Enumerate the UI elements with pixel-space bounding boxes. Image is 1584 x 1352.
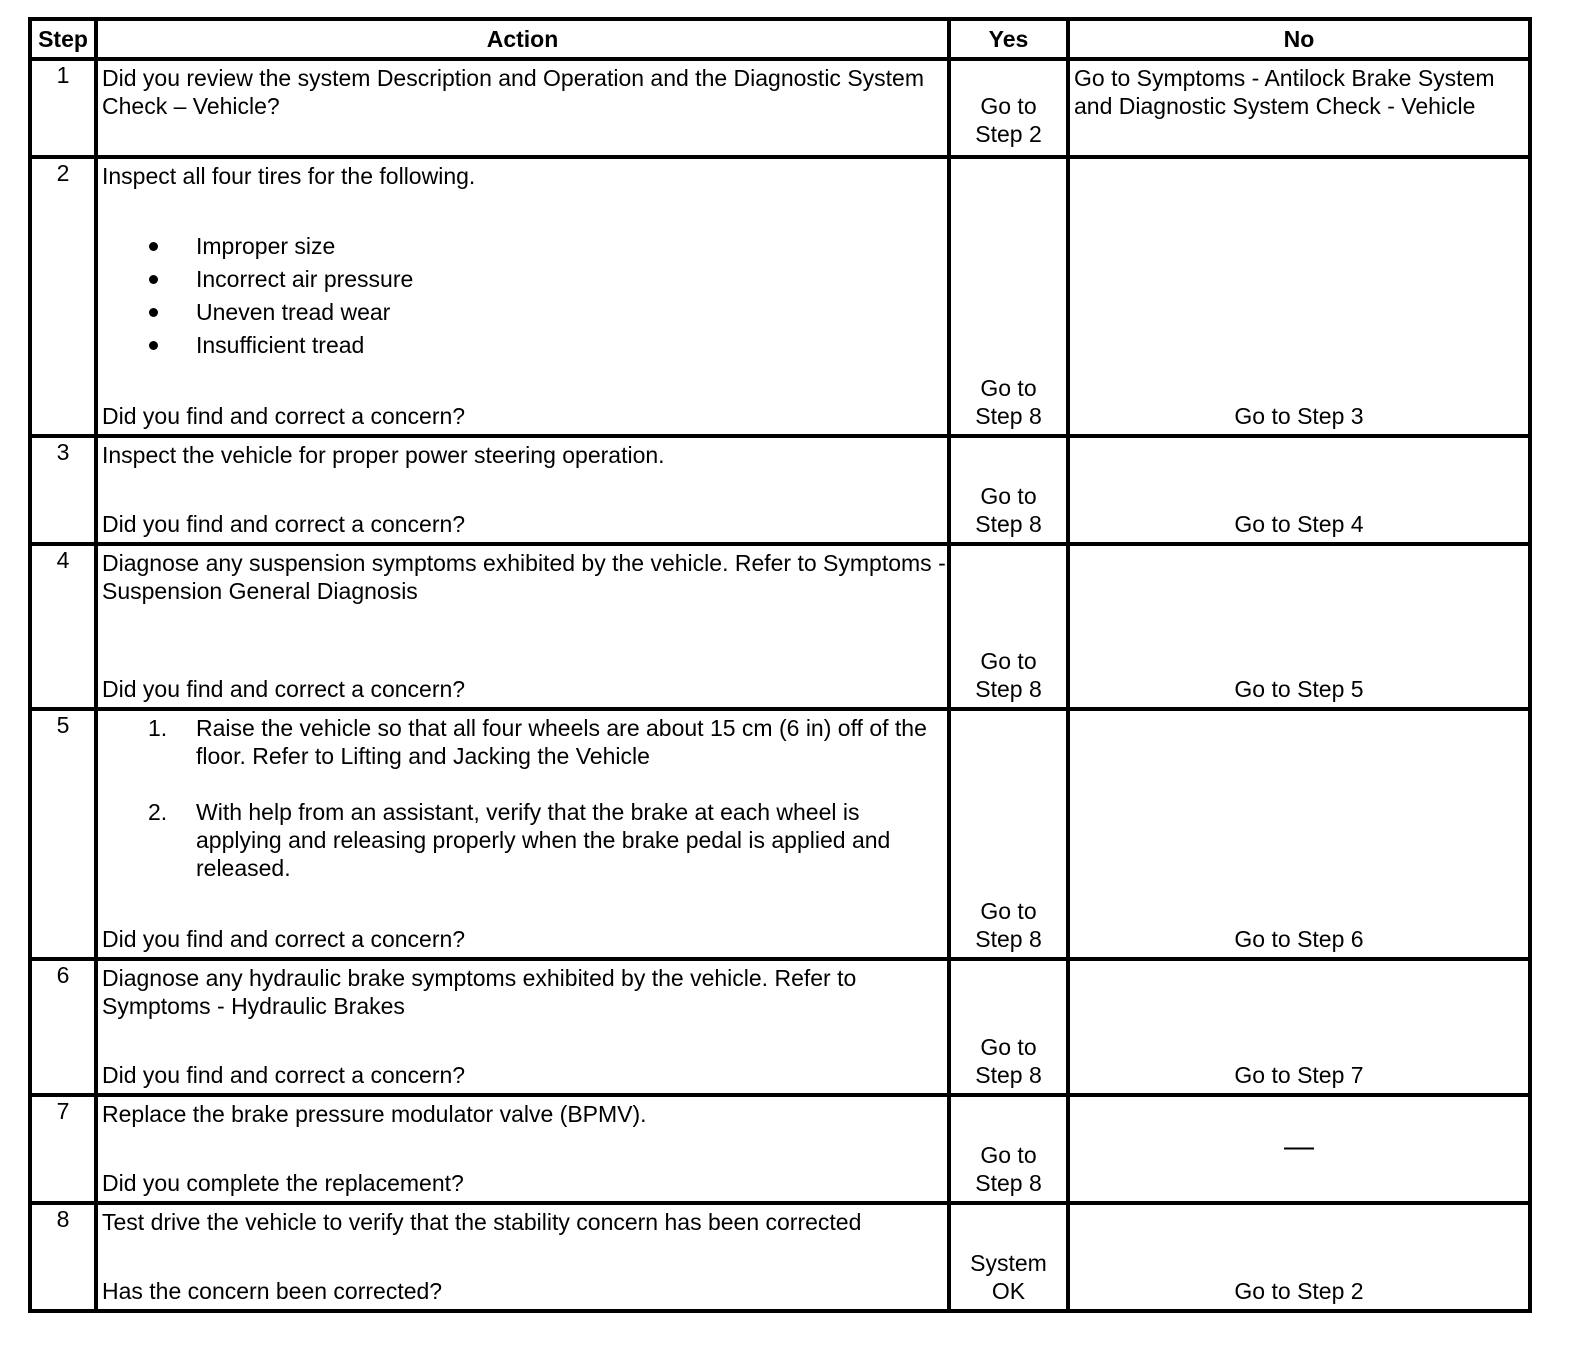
action-text: Replace the brake pressure modulator valve (BPMV). xyxy=(102,1101,647,1127)
no-cell xyxy=(1068,436,1530,544)
bullet-icon xyxy=(149,275,158,284)
action-cell xyxy=(96,544,949,709)
no-cell xyxy=(1068,1095,1530,1203)
yes-cell xyxy=(949,959,1068,1095)
no-text: Go to Step 7 xyxy=(1234,1062,1364,1088)
no-cell xyxy=(1068,544,1530,709)
no-text: Go to Step 4 xyxy=(1234,511,1364,537)
no-text: Go to Step 5 xyxy=(1234,676,1364,702)
step-number: 3 xyxy=(30,436,96,544)
yes-line-1: Go to xyxy=(980,648,1037,674)
yes-line-1: Go to xyxy=(980,93,1037,119)
list-item: Uneven tread wear xyxy=(98,296,947,329)
question-text: Has the concern been corrected? xyxy=(102,1278,443,1304)
yes-line-1: System xyxy=(970,1250,1047,1276)
item-number: 2. xyxy=(148,799,168,825)
step-number: 8 xyxy=(30,1203,96,1311)
no-cell xyxy=(1068,959,1530,1095)
table-row xyxy=(30,436,1530,544)
yes-line-2: Step 8 xyxy=(975,926,1042,952)
bullet-icon xyxy=(149,341,158,350)
question-text: Did you find and correct a concern? xyxy=(102,676,466,702)
no-text: Go to Step 2 xyxy=(1234,1278,1364,1304)
yes-cell xyxy=(949,1203,1068,1311)
action-cell xyxy=(96,1095,949,1203)
no-cell xyxy=(1068,1203,1530,1311)
action-cell xyxy=(96,1203,949,1311)
no-cell xyxy=(1068,709,1530,959)
yes-line-2: Step 8 xyxy=(975,676,1042,702)
step-number: 5 xyxy=(30,709,96,959)
no-text: Go to Symptoms - Antilock Brake System and Diagnostic System Check - Vehicle xyxy=(1074,65,1495,119)
yes-line-1: Go to xyxy=(980,483,1037,509)
yes-cell xyxy=(949,157,1068,436)
no-text: Go to Step 3 xyxy=(1234,403,1364,429)
header-row xyxy=(30,19,1530,59)
action-cell xyxy=(96,157,949,436)
yes-line-2: Step 2 xyxy=(975,121,1042,147)
step-number: 7 xyxy=(30,1095,96,1203)
action-cell xyxy=(96,959,949,1095)
action-text: Diagnose any hydraulic brake symptoms exhibited by the vehicle. Refer to Symptoms - Hydraulic Brakes xyxy=(102,965,857,1019)
no-cell xyxy=(1068,59,1530,157)
header-step: Step xyxy=(30,19,96,59)
list-item: Incorrect air pressure xyxy=(98,263,947,296)
item-number: 1. xyxy=(148,715,168,741)
action-cell xyxy=(96,436,949,544)
header-action: Action xyxy=(96,19,949,59)
yes-line-2: Step 8 xyxy=(975,1170,1042,1196)
yes-line-1: Go to xyxy=(980,375,1037,401)
table-row xyxy=(30,959,1530,1095)
action-text: Inspect the vehicle for proper power steering operation. xyxy=(102,442,665,468)
diagnostic-table xyxy=(28,17,1532,1313)
yes-cell xyxy=(949,709,1068,959)
table-row xyxy=(30,1095,1530,1203)
yes-line-1: Go to xyxy=(980,1034,1037,1060)
question-text: Did you find and correct a concern? xyxy=(102,403,466,429)
list-item: Insufficient tread xyxy=(98,329,947,362)
yes-line-2: Step 8 xyxy=(975,511,1042,537)
table-row xyxy=(30,1203,1530,1311)
table-row xyxy=(30,157,1530,436)
no-text: Go to Step 6 xyxy=(1234,926,1364,952)
step-number: 1 xyxy=(30,59,96,157)
action-text: Inspect all four tires for the following. xyxy=(102,163,476,189)
action-cell xyxy=(96,59,949,157)
question-text: Did you find and correct a concern? xyxy=(102,926,466,952)
yes-line-2: Step 8 xyxy=(975,403,1042,429)
yes-cell xyxy=(949,59,1068,157)
list-item: 2. With help from an assistant, verify that the brake at each wheel is applying and releasing properly when the brake pedal is applied and released. xyxy=(148,799,891,881)
bullet-icon xyxy=(149,242,158,251)
action-text: Test drive the vehicle to verify that the stability concern has been corrected xyxy=(102,1209,862,1235)
list-item: 1. Raise the vehicle so that all four wheels are about 15 cm (6 in) off of the floor. Refer to Lifting and Jacking the Vehicle xyxy=(148,715,927,769)
table-row xyxy=(30,544,1530,709)
table-row xyxy=(30,709,1530,959)
tire-checklist xyxy=(98,230,947,362)
action-cell xyxy=(96,709,949,959)
header-yes: Yes xyxy=(949,19,1068,59)
header-no: No xyxy=(1068,19,1530,59)
bullet-icon xyxy=(149,308,158,317)
table-row xyxy=(30,59,1530,157)
step-number: 6 xyxy=(30,959,96,1095)
question-text: Did you complete the replacement? xyxy=(102,1170,464,1196)
yes-line-2: Step 8 xyxy=(975,1062,1042,1088)
yes-cell xyxy=(949,544,1068,709)
no-dash: — xyxy=(1284,1130,1314,1163)
yes-line-2: OK xyxy=(991,1278,1026,1304)
step-number: 4 xyxy=(30,544,96,709)
step-number: 2 xyxy=(30,157,96,436)
list-item: Improper size xyxy=(98,230,947,263)
action-text: Diagnose any suspension symptoms exhibited by the vehicle. Refer to Symptoms - Suspension General Diagnosis xyxy=(102,550,946,604)
yes-line-1: Go to xyxy=(980,1142,1037,1168)
yes-cell xyxy=(949,1095,1068,1203)
no-cell xyxy=(1068,157,1530,436)
action-text: Did you review the system Description and Operation and the Diagnostic System Check – Vehicle? xyxy=(102,65,925,119)
question-text: Did you find and correct a concern? xyxy=(102,511,466,537)
procedure-list xyxy=(98,711,947,882)
yes-cell xyxy=(949,436,1068,544)
yes-line-1: Go to xyxy=(980,898,1037,924)
question-text: Did you find and correct a concern? xyxy=(102,1062,466,1088)
